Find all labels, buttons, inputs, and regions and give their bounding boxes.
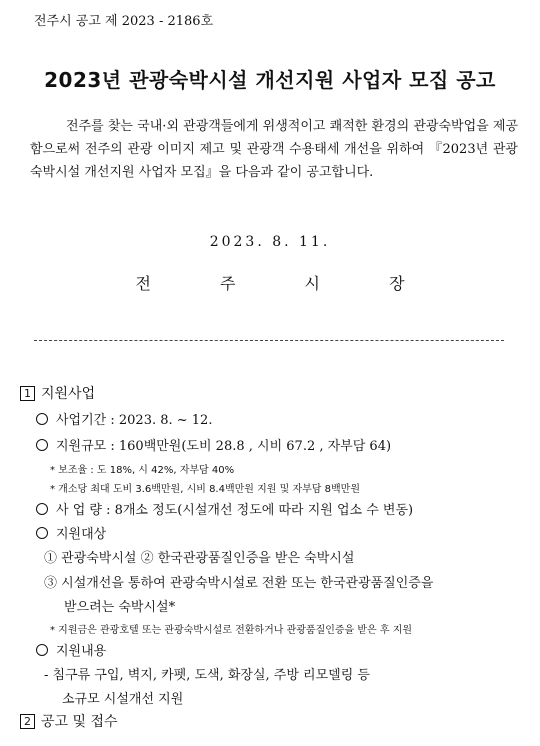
content-label: 지원내용 [56,644,107,659]
target-3-line-1: ③ 시설개선을 통하여 관광숙박시설로 전환 또는 한국관광품질인증을 [44,576,434,591]
section-title: 공고 및 접수 [41,714,118,730]
per-site-note: * 개소당 최대 도비 3.6백만원, 시비 8.4백만원 지원 및 자부담 8백만원 [50,484,360,495]
period-text: 사업기간 : 2023. 8. ~ 12. [56,413,213,428]
section-2-heading [20,711,118,731]
circle-bullet-icon [36,413,48,425]
circle-bullet-icon [36,503,48,515]
section-1-heading [20,383,95,403]
volume-text: 사 업 량 : 8개소 정도(시설개선 정도에 따라 지원 업소 수 변동) [56,503,414,518]
circle-bullet-icon [36,439,48,451]
intro-paragraph [30,115,518,184]
circle-bullet-icon [36,644,48,656]
signer: 전 주 시 장 [135,274,437,293]
notice-number: 전주시 공고 제 2023 - 2186호 [34,14,214,29]
target-note: * 지원금은 관광호텔 또는 관광숙박시설로 전환하거나 관광품질인증을 받은 후 지원 [50,625,413,636]
period-item [36,409,212,428]
content-line-1: - 침구류 구입, 벽지, 카펫, 도색, 화장실, 주방 리모델링 등 [44,668,370,683]
volume-item [36,499,413,518]
section-number-box: 2 [20,714,35,729]
divider [34,340,504,341]
intro-text: 전주를 찾는 국내·외 관광객들에게 위생적이고 쾌적한 환경의 관광숙박업을 제공함으로써 전주의 관광 이미지 제고 및 관광객 수용태세 개선을 위하여 『2023년 관광숙박시설 개선지원 사업자 모집』을 다음과 같이 공고합니다. [30,119,518,180]
scale-item [36,435,391,454]
target-label: 지원대상 [56,527,107,542]
scale-text: 지원규모 : 160백만원(도비 28.8 , 시비 67.2 , 자부담 64) [56,439,392,454]
content-item [36,640,106,659]
section-title: 지원사업 [41,386,96,402]
notice-date: 2023. 8. 11. [209,234,331,250]
section-number-box: 1 [20,386,35,401]
target-3-line-2: 받으려는 숙박시설* [64,600,176,615]
subsidy-rate-note: * 보조율 : 도 18%, 시 42%, 자부담 40% [50,465,235,476]
page-title: 2023년 관광숙박시설 개선지원 사업자 모집 공고 [44,68,496,92]
target-1: ① 관광숙박시설 ② 한국관광품질인증을 받은 숙박시설 [44,551,355,566]
target-item [36,523,106,542]
circle-bullet-icon [36,527,48,539]
content-line-2: 소규모 시설개선 지원 [62,692,184,707]
